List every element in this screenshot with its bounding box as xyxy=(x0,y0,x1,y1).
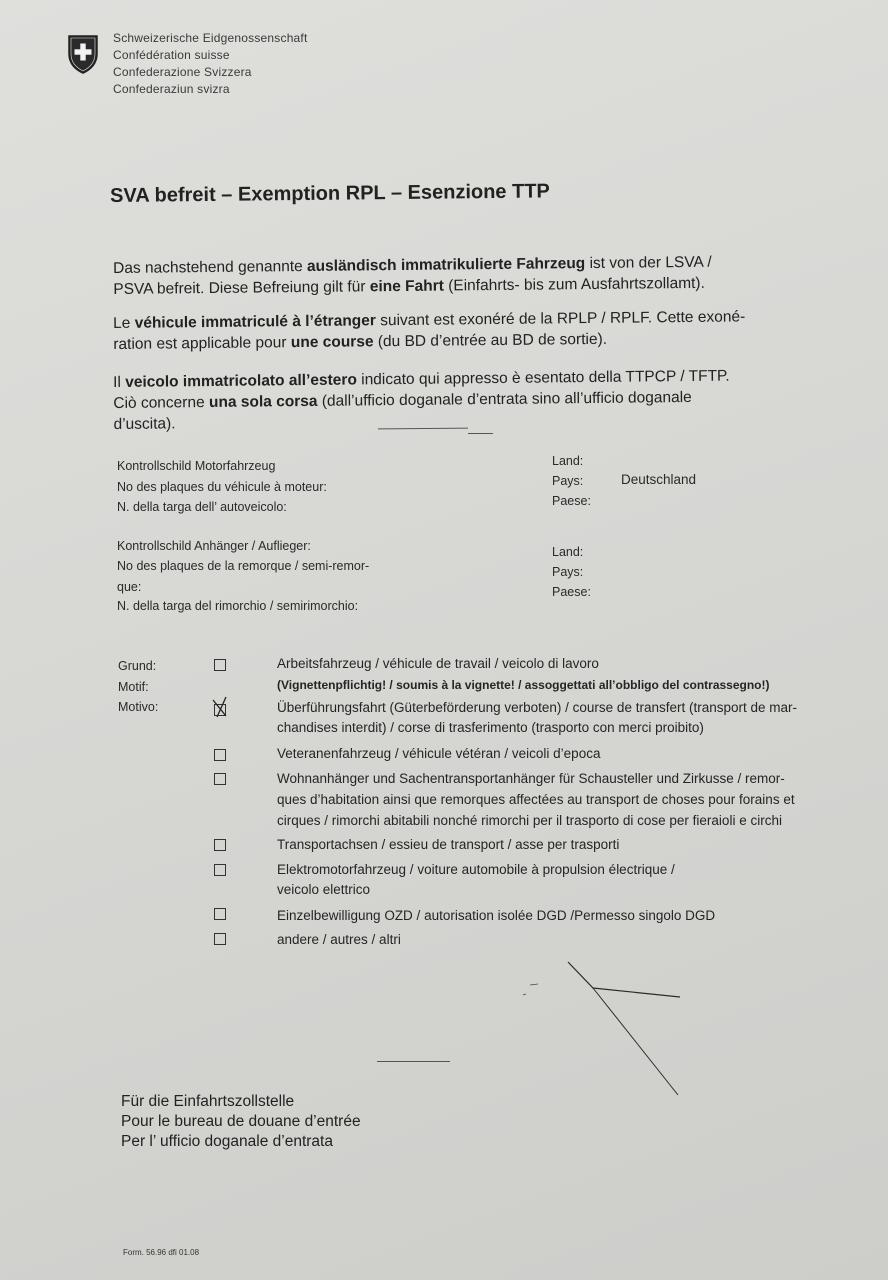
reason-single-permit: Einzelbewilligung OZD / autorisation isolée DGD /Permesso singolo DGD xyxy=(277,908,716,923)
vehicle-country-label-it: Paese: xyxy=(552,494,591,508)
vehicle-country-value: Deutschland xyxy=(621,472,697,487)
reason-showmen-trailers-line3: cirques / rimorchi abitabili nonché rimorchi per il trasporto di cose per fieraioli e circhi xyxy=(277,813,782,828)
reason-label-de: Grund: xyxy=(118,659,157,673)
pen-stroke xyxy=(468,433,493,434)
vehicle-plate-label-de: Kontrollschild Motorfahrzeug xyxy=(117,459,276,473)
form-identifier: Form. 56.96 dfi 01.08 xyxy=(123,1248,200,1257)
reason-transfer-trip-line1: Überführungsfahrt (Güterbeförderung verboten) / course de transfert (transport de mar- xyxy=(277,700,798,715)
trailer-country-label-de: Land: xyxy=(552,545,584,559)
checkbox-single-permit[interactable] xyxy=(214,908,226,920)
trailer-country-label-it: Paese: xyxy=(552,585,591,599)
reason-showmen-trailers-line2: ques d’habitation ainsi que remorques affectées au transport de choses pour forains et xyxy=(277,792,795,807)
trailer-plate-label-it: N. della targa del rimorchio / semirimorchio: xyxy=(117,599,359,613)
institution-name-de: Schweizerische Eidgenossenschaft xyxy=(113,31,308,45)
vehicle-country-label-de: Land: xyxy=(552,454,584,468)
reason-other: andere / autres / altri xyxy=(277,932,401,947)
institution-name-it: Confederazione Svizzera xyxy=(113,65,252,79)
vignette-required-note: (Vignettenpflichtig! / soumis à la vignette! / assoggettati all’obbligo del contrassegno!) xyxy=(277,678,770,692)
entry-customs-office-de: Für die Einfahrtszollstelle xyxy=(121,1093,295,1110)
trailer-plate-label-de: Kontrollschild Anhänger / Auflieger: xyxy=(117,539,311,553)
reason-electric-vehicle-line1: Elektromotorfahrzeug / voiture automobile à propulsion électrique / xyxy=(277,862,675,877)
reason-showmen-trailers-line1: Wohnanhänger und Sachentransportanhänger für Schausteller und Zirkusse / remor- xyxy=(277,771,785,786)
reason-transport-axles: Transportachsen / essieu de transport / asse per trasporti xyxy=(277,837,620,852)
checkbox-showmen-trailers[interactable] xyxy=(214,773,226,785)
institution-name-fr: Confédération suisse xyxy=(113,48,230,62)
institution-names xyxy=(113,30,308,98)
checkbox-other[interactable] xyxy=(214,933,226,945)
reason-veteran-vehicle: Veteranenfahrzeug / véhicule vétéran / veicoli d’epoca xyxy=(277,746,601,761)
intro-paragraph-fr: Le véhicule immatriculé à l’étranger suivant est exonéré de la RPLP / RPLF. Cette exoné- ration est applicable pour une course (du BD d’entrée au BD de sortie). xyxy=(113,308,746,353)
checkbox-transfer-trip[interactable] xyxy=(214,704,226,716)
checkbox-veteran-vehicle[interactable] xyxy=(214,749,226,761)
reason-transfer-trip-line2: chandises interdit) / corse di trasferimento (trasporto con merci proibito) xyxy=(277,720,704,735)
swiss-coat-of-arms-logo xyxy=(66,34,100,74)
institution-name-rm: Confederaziun svizra xyxy=(113,82,230,96)
trailer-country-label-fr: Pays: xyxy=(552,565,584,579)
document-title: SVA befreit – Exemption RPL – Esenzione TTP xyxy=(110,180,550,207)
handwritten-signature xyxy=(520,955,700,1100)
checkbox-work-vehicle[interactable] xyxy=(214,659,226,671)
entry-customs-office-it: Per l’ ufficio doganale d’entrata xyxy=(121,1133,333,1150)
reason-label-it: Motivo: xyxy=(118,700,159,714)
checkmark-x-icon xyxy=(210,694,232,720)
intro-paragraph-it: Il veicolo immatricolato all’estero indicato qui appresso è esentato della TTPCP / TFTP. Ciò concerne una sola corsa (dall’ufficio doganale d’entrata sino all’ufficio doganale d’uscita). xyxy=(113,367,730,433)
entry-customs-office-block xyxy=(121,1092,361,1152)
vehicle-country-label-fr: Pays: xyxy=(552,474,584,488)
checkbox-transport-axles[interactable] xyxy=(214,839,226,851)
intro-paragraph-de: Das nachstehend genannte ausländisch immatrikulierte Fahrzeug ist von der LSVA / PSVA befreit. Diese Befreiung gilt für eine Fahrt (Einfahrts- bis zum Ausfahrtszollamt). xyxy=(113,253,712,298)
vehicle-plate-label-fr: No des plaques du véhicule à moteur: xyxy=(117,480,327,494)
checkbox-electric-vehicle[interactable] xyxy=(214,864,226,876)
reason-work-vehicle: Arbeitsfahrzeug / véhicule de travail / veicolo di lavoro xyxy=(277,656,599,671)
trailer-plate-label-fr-cont: que: xyxy=(117,580,142,594)
trailer-plate-label-fr: No des plaques de la remorque / semi-remor- xyxy=(117,559,370,573)
vehicle-plate-label-it: N. della targa dell’ autoveicolo: xyxy=(117,500,287,514)
signature-line xyxy=(377,1061,450,1062)
reason-electric-vehicle-line2: veicolo elettrico xyxy=(277,882,371,897)
entry-customs-office-fr: Pour le bureau de douane d’entrée xyxy=(121,1113,361,1130)
reason-label-fr: Motif: xyxy=(118,680,149,694)
